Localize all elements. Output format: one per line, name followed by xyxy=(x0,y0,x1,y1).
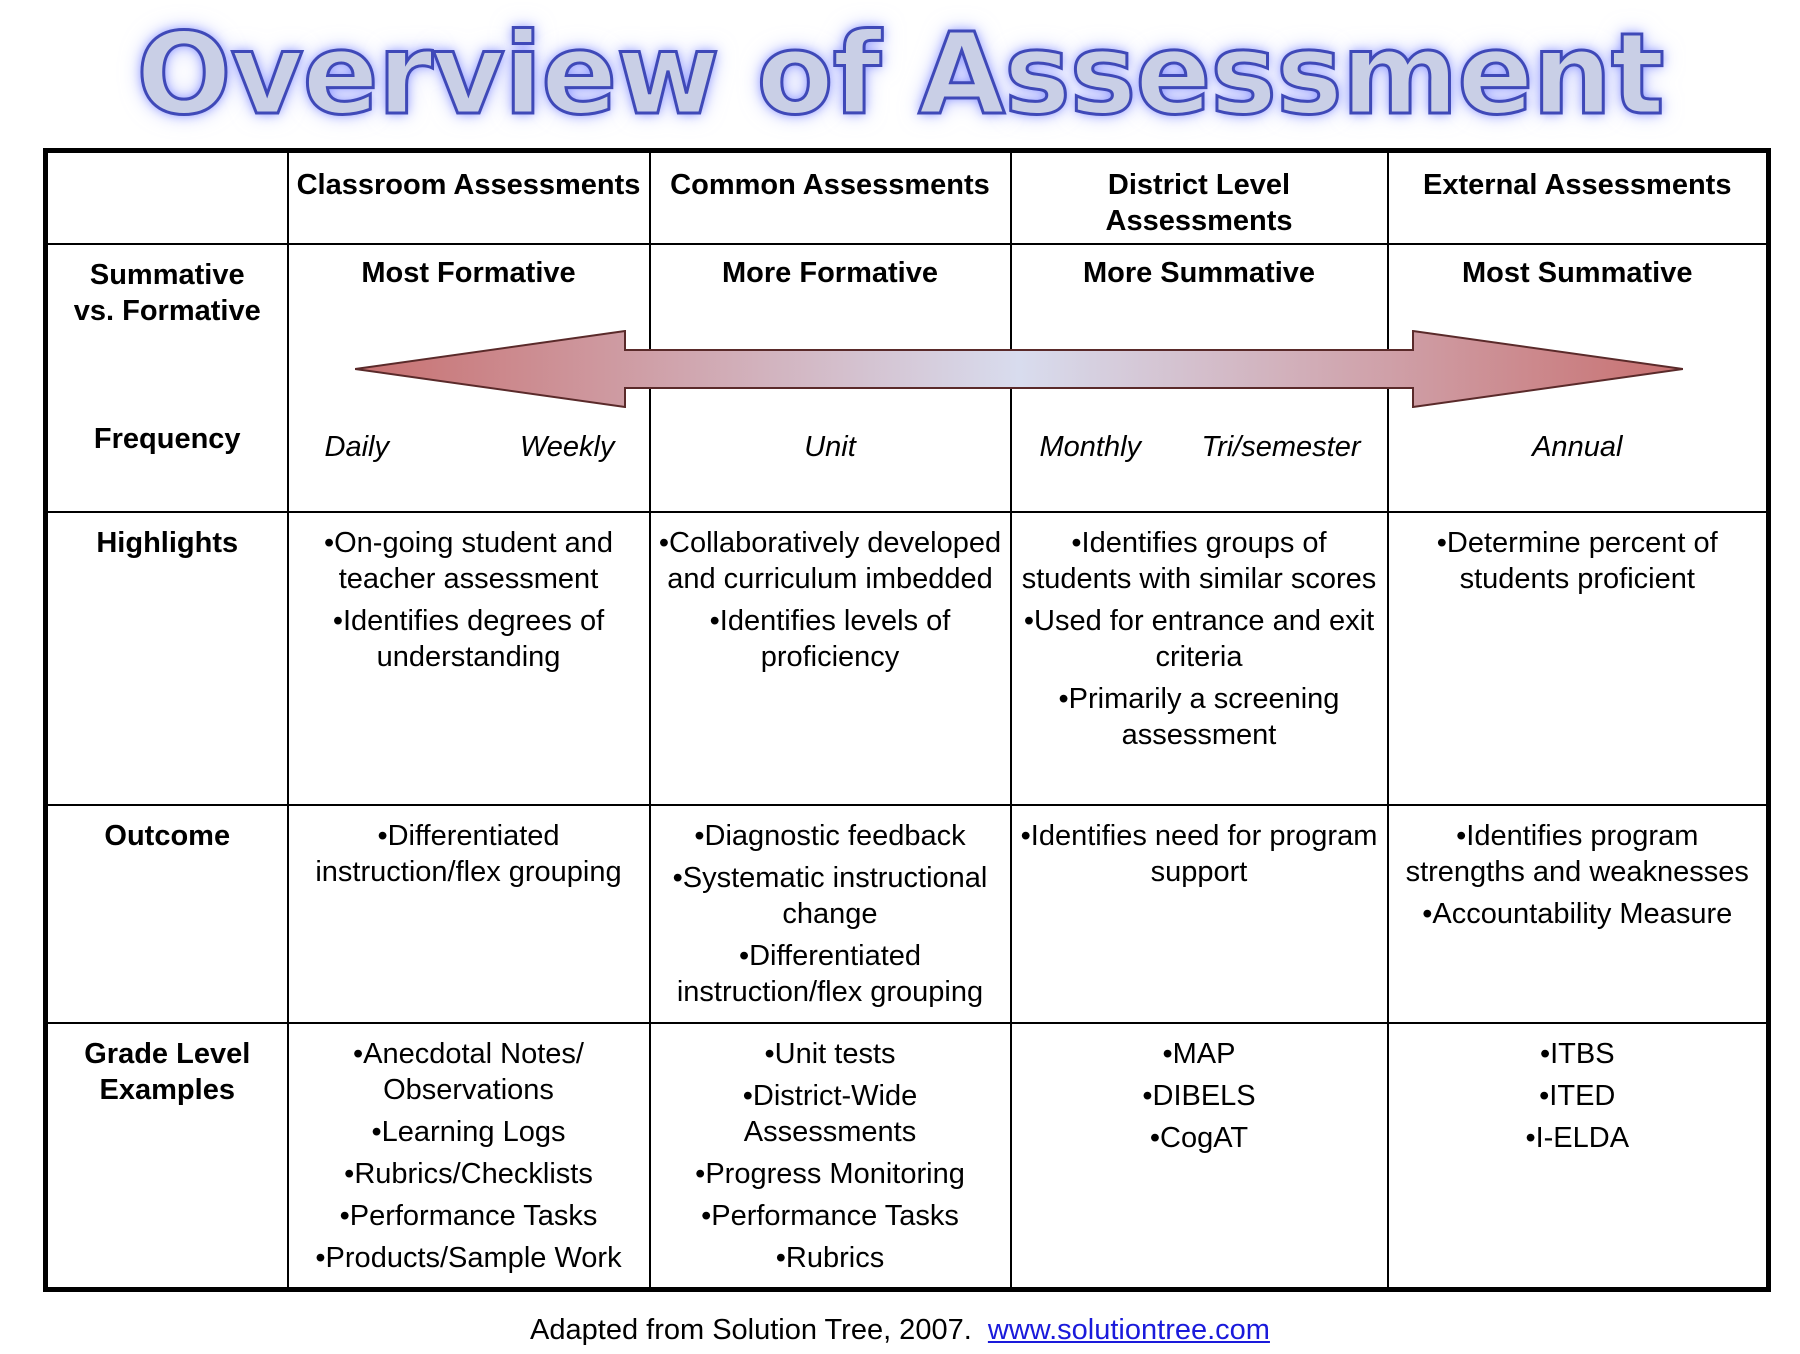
bullet-item: •Identifies degrees of understanding xyxy=(332,604,605,673)
bullet-item: •Rubrics/Checklists xyxy=(344,1157,593,1190)
outcome-classroom xyxy=(288,805,650,1023)
freq-daily: Daily xyxy=(324,430,389,463)
assessment-table xyxy=(43,148,1771,1292)
bullet-item: •MAP xyxy=(1162,1037,1236,1070)
bullet-item: •Diagnostic feedback xyxy=(694,819,966,852)
bullet-item: •Differentiated instruction/flex grouping xyxy=(315,819,622,888)
footer xyxy=(0,1312,1800,1348)
row-label-examples: Grade Level Examples xyxy=(46,1023,288,1290)
bullet-item: •Performance Tasks xyxy=(339,1199,598,1232)
bullet-item: •Primarily a screening assessment xyxy=(1058,682,1340,751)
bullet-item: •Unit tests xyxy=(764,1037,896,1070)
bullet-item: •I-ELDA xyxy=(1525,1121,1630,1154)
bullet-item: •Determine percent of students proficient xyxy=(1436,526,1718,595)
header-common: Common Assessments xyxy=(650,151,1011,244)
bullet-item: •Anecdotal Notes/ Observations xyxy=(352,1037,584,1106)
bullet-item: •Identifies levels of proficiency xyxy=(709,604,951,673)
bullet-item: •Collaboratively developed and curriculum imbedded xyxy=(658,526,1002,595)
common-scale-cell xyxy=(650,244,1011,512)
header-district: District Level Assessments xyxy=(1011,151,1388,244)
freq-monthly: Monthly xyxy=(1039,430,1142,463)
scale-more-summative: More Summative xyxy=(1082,256,1316,289)
examples-common xyxy=(650,1023,1011,1290)
highlights-external xyxy=(1388,512,1769,805)
bullet-item: •Differentiated instruction/flex grouping xyxy=(676,939,984,1008)
bullet-item: •Identifies program strengths and weaknesses xyxy=(1405,819,1749,888)
bullet-item: •Used for entrance and exit criteria xyxy=(1023,604,1375,673)
outcome-common xyxy=(650,805,1011,1023)
examples-external xyxy=(1388,1023,1769,1290)
scale-more-formative: More Formative xyxy=(722,256,938,289)
row-label-outcome: Outcome xyxy=(46,805,288,1023)
bullet-item: •Identifies need for program support xyxy=(1020,819,1378,888)
row-label-summative: Summative vs. Formative xyxy=(73,258,261,327)
freq-weekly: Weekly xyxy=(519,430,615,463)
bullet-item: •Rubrics xyxy=(775,1241,885,1274)
highlights-common xyxy=(650,512,1011,805)
classroom-scale-cell xyxy=(288,244,650,512)
row-label-highlights: Highlights xyxy=(46,512,288,805)
district-scale-cell xyxy=(1011,244,1388,512)
highlights-classroom xyxy=(288,512,650,805)
header-classroom: Classroom Assessments xyxy=(288,151,650,244)
corner-cell xyxy=(46,151,288,244)
bullet-item: •Identifies groups of students with similar scores xyxy=(1021,526,1377,595)
external-scale-cell xyxy=(1388,244,1769,512)
scale-frequency-row xyxy=(46,244,1769,512)
bullet-item: •Progress Monitoring xyxy=(695,1157,965,1190)
page-title: Overview of Assessment xyxy=(136,10,1664,140)
bullet-item: •Systematic instructional change xyxy=(672,861,988,930)
highlights-district xyxy=(1011,512,1388,805)
freq-unit: Unit xyxy=(804,430,856,463)
row-label-frequency: Frequency xyxy=(93,422,241,455)
scale-most-summative: Most Summative xyxy=(1462,256,1693,289)
bullet-item: •Accountability Measure xyxy=(1422,897,1733,930)
examples-row xyxy=(46,1023,1769,1290)
bullet-item: •ITED xyxy=(1539,1079,1616,1112)
examples-district xyxy=(1011,1023,1388,1290)
bullet-item: •On-going student and teacher assessment xyxy=(323,526,614,595)
examples-classroom xyxy=(288,1023,650,1290)
outcome-district xyxy=(1011,805,1388,1023)
bullet-item: •Performance Tasks xyxy=(701,1199,959,1232)
bullet-item: •DIBELS xyxy=(1142,1079,1256,1112)
footer-link[interactable]: www.solutiontree.com xyxy=(987,1314,1270,1346)
header-row xyxy=(46,151,1769,244)
bullet-item: •Learning Logs xyxy=(371,1115,566,1148)
bullet-item: •District-Wide Assessments xyxy=(742,1079,918,1148)
bullet-item: •ITBS xyxy=(1539,1037,1615,1070)
highlights-row xyxy=(46,512,1769,805)
bullet-item: •Products/Sample Work xyxy=(315,1241,622,1274)
scale-most-formative: Most Formative xyxy=(361,256,576,289)
outcome-external xyxy=(1388,805,1769,1023)
freq-annual: Annual xyxy=(1532,430,1623,463)
freq-tri-semester: Tri/semester xyxy=(1201,430,1361,463)
bullet-item: •CogAT xyxy=(1149,1121,1249,1154)
label-cell-scale xyxy=(46,244,288,512)
header-external: External Assessments xyxy=(1388,151,1769,244)
outcome-row xyxy=(46,805,1769,1023)
footer-text: Adapted from Solution Tree, 2007. xyxy=(530,1314,972,1346)
